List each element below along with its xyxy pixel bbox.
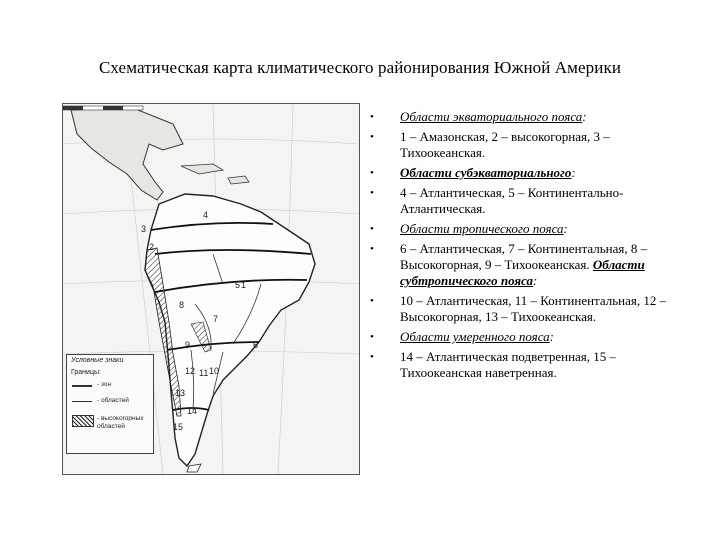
- region-number: 7: [213, 314, 219, 324]
- bullet-icon: •: [370, 351, 374, 363]
- bullet-icon: •: [370, 223, 374, 235]
- list-item: [370, 349, 695, 381]
- region-list-text: 1 – Амазонская, 2 – высокогорная, 3 – Тихоокеанская.: [400, 129, 610, 160]
- list-item: • Области экваториального пояса:: [370, 109, 587, 124]
- region-number: 14: [187, 406, 198, 416]
- legend-row: - зон: [97, 381, 112, 388]
- bullet-icon: •: [370, 295, 374, 307]
- bullet-icon: •: [370, 131, 374, 143]
- region-list-text: 6 – Атлантическая, 7 – Континентальная, 8 – Высокогорная, 9 – Тихоокеанская.: [400, 241, 648, 272]
- region-number: 15: [173, 422, 184, 432]
- legend-row: - областей: [97, 397, 129, 404]
- region-number: 11: [199, 368, 209, 378]
- bullet-icon: •: [370, 331, 374, 343]
- region-list-text: 14 – Атлантическая подветренная, 15 – Тихоокеанская наветренная.: [400, 349, 617, 380]
- bullet-icon: •: [370, 167, 374, 179]
- list-item: [370, 185, 695, 217]
- bullet-icon: •: [370, 243, 374, 255]
- region-number: 12: [185, 366, 196, 376]
- bullet-icon: •: [370, 111, 374, 123]
- region-number: 3: [141, 224, 147, 234]
- region-number: 9: [185, 340, 191, 350]
- region-number: 8: [179, 300, 185, 310]
- list-item: • 6 – Атлантическая, 7 – Континентальная, 8 – Высокогорная, 9 – Тихоокеанская. Области субтропического пояса:: [370, 241, 648, 288]
- list-item: • Области тропического пояса:: [370, 221, 568, 236]
- climate-map: [62, 103, 360, 475]
- map-legend-title: Условные знаки: [71, 357, 124, 364]
- map-legend-subtitle: Границы:: [71, 369, 101, 376]
- list-item: [370, 129, 695, 161]
- region-number: 5: [235, 280, 241, 290]
- list-item: • Области умеренного пояса:: [370, 329, 554, 344]
- list-item: • Области субэкваториального:: [370, 165, 576, 180]
- zone-heading: Области экваториального пояса: [400, 109, 583, 124]
- region-number: 1: [241, 280, 247, 290]
- zone-heading: Области субтропического пояса: [400, 257, 645, 288]
- list-item: [370, 293, 695, 325]
- zone-heading: Области тропического пояса: [400, 221, 564, 236]
- zone-heading: Области субэкваториального: [400, 165, 572, 180]
- region-number: 13: [175, 388, 186, 398]
- region-number: 2: [149, 242, 155, 252]
- slide-title: Схематическая карта климатического районирования Южной Америки: [98, 58, 622, 77]
- region-list-text: 10 – Атлантическая, 11 – Континентальная, 12 – Высокогорная, 13 – Тихоокеанская.: [400, 293, 667, 324]
- region-list-text: 4 – Атлантическая, 5 – Континентально-Атлантическая.: [400, 185, 624, 216]
- zone-border-swatch: [72, 385, 92, 387]
- map-legend: [66, 354, 154, 454]
- region-number: 4: [203, 210, 209, 220]
- legend-row: - высокогорных областей: [97, 415, 144, 430]
- region-border-swatch: [72, 401, 92, 402]
- climate-regions-list: [370, 109, 695, 385]
- region-number: 10: [209, 366, 220, 376]
- zone-heading: Области умеренного пояса: [400, 329, 550, 344]
- highland-swatch: [72, 415, 94, 427]
- bullet-icon: •: [370, 187, 374, 199]
- region-number: 6: [253, 340, 259, 350]
- scale-bar: [63, 104, 149, 114]
